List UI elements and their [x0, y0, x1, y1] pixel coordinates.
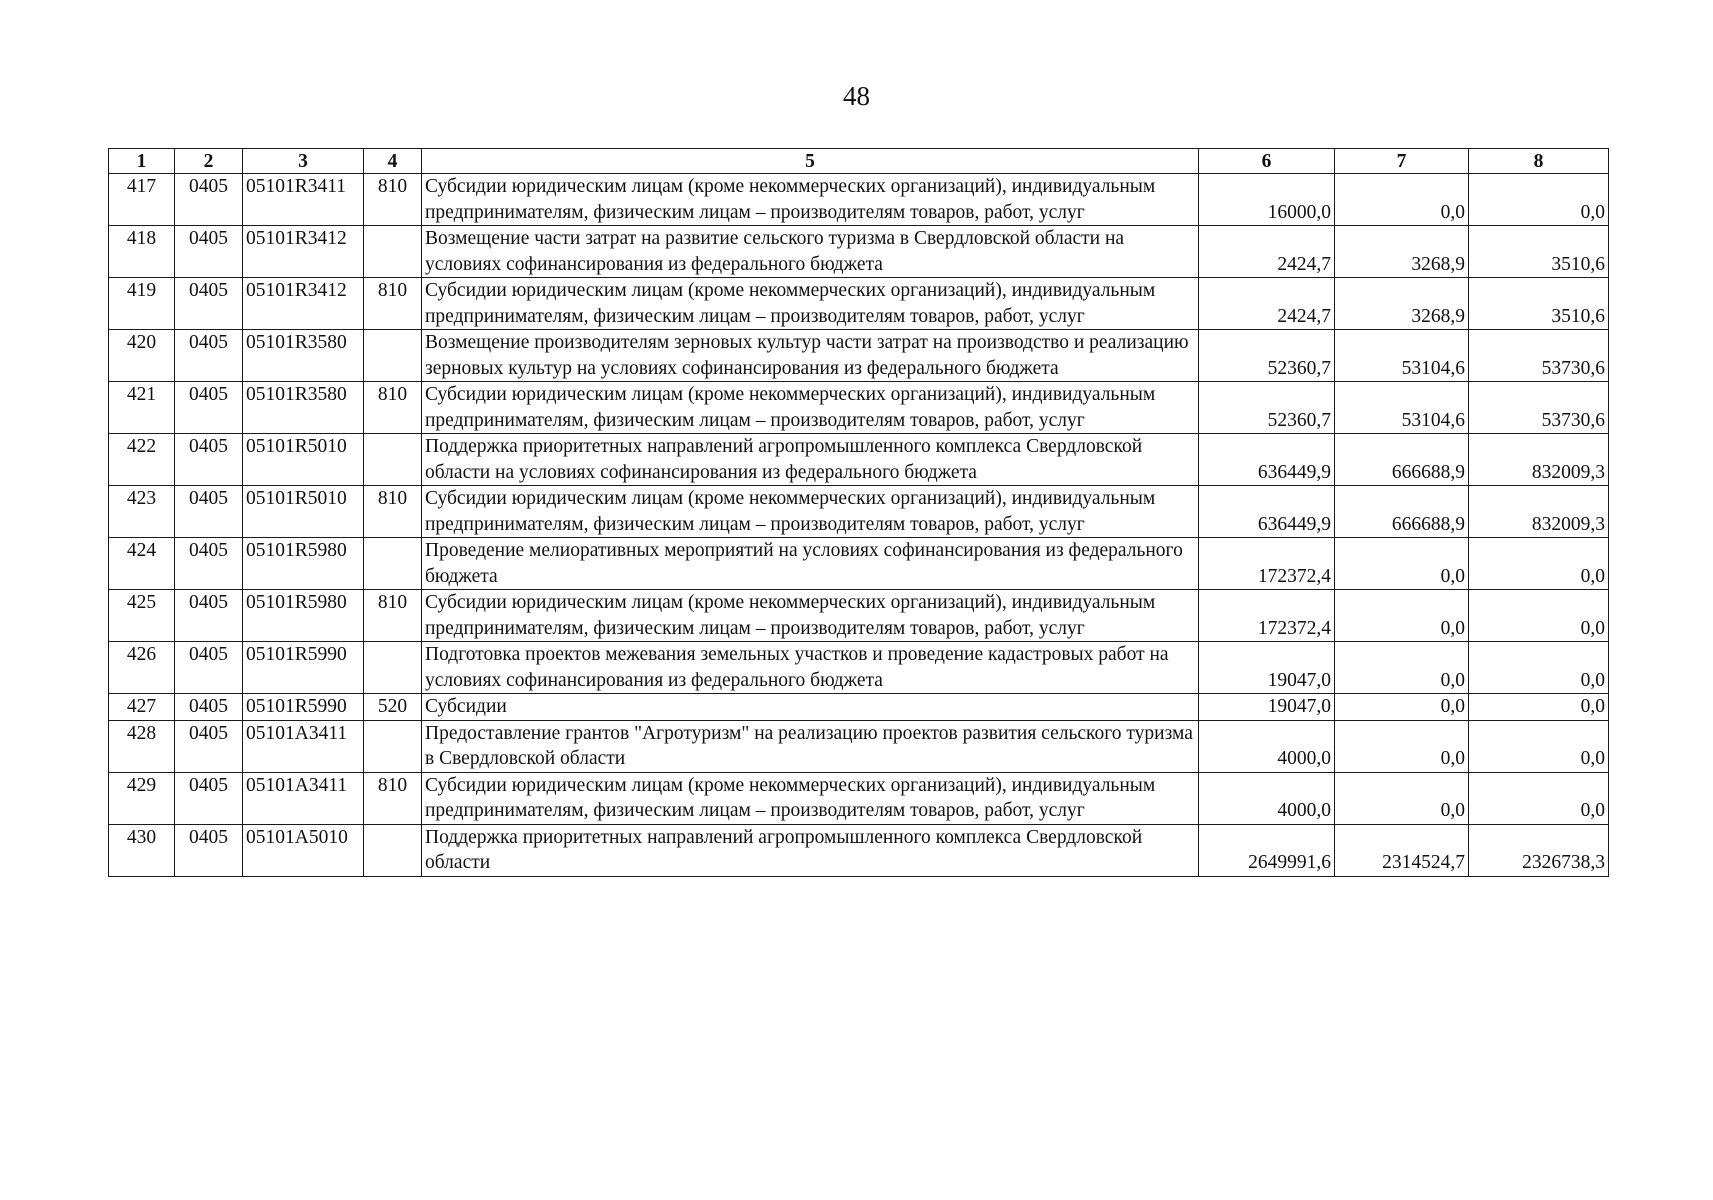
amount-col-6: 16000,0	[1199, 174, 1335, 226]
section-code: 0405	[175, 642, 243, 694]
amount-col-6: 52360,7	[1199, 382, 1335, 434]
section-code: 0405	[175, 824, 243, 876]
table-row	[109, 694, 1609, 721]
amount-col-7: 53104,6	[1335, 382, 1469, 434]
section-code: 0405	[175, 174, 243, 226]
item-name: Субсидии юридическим лицам (кроме некоммерческих организаций), индивидуальным предпринимателям, физическим лицам – производителям товаров, работ, услуг	[422, 772, 1199, 824]
header-cell-8: 8	[1469, 149, 1609, 174]
target-article-code: 05101R5990	[243, 694, 364, 721]
amount-col-8: 832009,3	[1469, 486, 1609, 538]
table-row	[109, 226, 1609, 278]
header-cell-5: 5	[422, 149, 1199, 174]
item-name: Подготовка проектов межевания земельных участков и проведение кадастровых работ на условиях софинансирования из федерального бюджета	[422, 642, 1199, 694]
item-name: Субсидии юридическим лицам (кроме некоммерческих организаций), индивидуальным предпринимателям, физическим лицам – производителям товаров, работ, услуг	[422, 590, 1199, 642]
expense-type-code	[364, 824, 422, 876]
expense-type-code	[364, 434, 422, 486]
item-name: Субсидии юридическим лицам (кроме некоммерческих организаций), индивидуальным предпринимателям, физическим лицам – производителям товаров, работ, услуг	[422, 278, 1199, 330]
amount-col-7: 3268,9	[1335, 226, 1469, 278]
amount-col-6: 2424,7	[1199, 226, 1335, 278]
target-article-code: 05101R5010	[243, 434, 364, 486]
target-article-code: 05101А3411	[243, 772, 364, 824]
amount-col-8: 53730,6	[1469, 330, 1609, 382]
amount-col-6: 19047,0	[1199, 642, 1335, 694]
item-name: Субсидии юридическим лицам (кроме некоммерческих организаций), индивидуальным предпринимателям, физическим лицам – производителям товаров, работ, услуг	[422, 382, 1199, 434]
table-row	[109, 772, 1609, 824]
page-number: 48	[843, 81, 870, 111]
target-article-code: 05101А5010	[243, 824, 364, 876]
row-number: 425	[109, 590, 175, 642]
target-article-code: 05101R5980	[243, 590, 364, 642]
header-cell-2: 2	[175, 149, 243, 174]
amount-col-7: 0,0	[1335, 642, 1469, 694]
section-code: 0405	[175, 694, 243, 721]
section-code: 0405	[175, 590, 243, 642]
amount-col-8: 3510,6	[1469, 226, 1609, 278]
target-article-code: 05101R5010	[243, 486, 364, 538]
expense-type-code: 810	[364, 278, 422, 330]
table-row	[109, 538, 1609, 590]
section-code: 0405	[175, 226, 243, 278]
row-number: 429	[109, 772, 175, 824]
target-article-code: 05101R3411	[243, 174, 364, 226]
section-code: 0405	[175, 278, 243, 330]
item-name: Субсидии юридическим лицам (кроме некоммерческих организаций), индивидуальным предпринимателям, физическим лицам – производителям товаров, работ, услуг	[422, 486, 1199, 538]
target-article-code: 05101R5990	[243, 642, 364, 694]
expense-type-code: 810	[364, 590, 422, 642]
amount-col-7: 0,0	[1335, 174, 1469, 226]
target-article-code: 05101R3580	[243, 330, 364, 382]
amount-col-7: 53104,6	[1335, 330, 1469, 382]
amount-col-7: 2314524,7	[1335, 824, 1469, 876]
table-header	[109, 149, 1609, 174]
section-code: 0405	[175, 538, 243, 590]
row-number: 419	[109, 278, 175, 330]
section-code: 0405	[175, 486, 243, 538]
expense-type-code	[364, 642, 422, 694]
row-number: 428	[109, 720, 175, 772]
amount-col-8: 3510,6	[1469, 278, 1609, 330]
header-cell-7: 7	[1335, 149, 1469, 174]
amount-col-7: 0,0	[1335, 772, 1469, 824]
amount-col-6: 636449,9	[1199, 486, 1335, 538]
target-article-code: 05101R3412	[243, 226, 364, 278]
budget-table	[108, 148, 1609, 877]
expense-type-code: 810	[364, 486, 422, 538]
item-name: Субсидии	[422, 694, 1199, 721]
amount-col-8: 0,0	[1469, 772, 1609, 824]
amount-col-8: 0,0	[1469, 174, 1609, 226]
table-row	[109, 174, 1609, 226]
row-number: 427	[109, 694, 175, 721]
header-cell-1: 1	[109, 149, 175, 174]
amount-col-8: 0,0	[1469, 694, 1609, 721]
amount-col-7: 666688,9	[1335, 434, 1469, 486]
amount-col-8: 832009,3	[1469, 434, 1609, 486]
table-row	[109, 434, 1609, 486]
amount-col-7: 0,0	[1335, 694, 1469, 721]
table-row	[109, 382, 1609, 434]
row-number: 418	[109, 226, 175, 278]
item-name: Возмещение производителям зерновых культур части затрат на производство и реализацию зерновых культур на условиях софинансирования из федерального бюджета	[422, 330, 1199, 382]
amount-col-6: 172372,4	[1199, 590, 1335, 642]
table-row	[109, 824, 1609, 876]
section-code: 0405	[175, 382, 243, 434]
row-number: 430	[109, 824, 175, 876]
header-cell-3: 3	[243, 149, 364, 174]
section-code: 0405	[175, 434, 243, 486]
expense-type-code	[364, 538, 422, 590]
amount-col-6: 2424,7	[1199, 278, 1335, 330]
amount-col-7: 666688,9	[1335, 486, 1469, 538]
amount-col-6: 4000,0	[1199, 720, 1335, 772]
item-name: Возмещение части затрат на развитие сельского туризма в Свердловской области на условиях софинансирования из федерального бюджета	[422, 226, 1199, 278]
expense-type-code	[364, 330, 422, 382]
amount-col-8: 0,0	[1469, 538, 1609, 590]
table-row	[109, 642, 1609, 694]
table-row	[109, 278, 1609, 330]
expense-type-code: 810	[364, 174, 422, 226]
amount-col-7: 0,0	[1335, 538, 1469, 590]
target-article-code: 05101R3412	[243, 278, 364, 330]
amount-col-7: 0,0	[1335, 590, 1469, 642]
item-name: Проведение мелиоративных мероприятий на условиях софинансирования из федерального бюджета	[422, 538, 1199, 590]
amount-col-6: 172372,4	[1199, 538, 1335, 590]
amount-col-7: 3268,9	[1335, 278, 1469, 330]
target-article-code: 05101R5980	[243, 538, 364, 590]
expense-type-code	[364, 226, 422, 278]
section-code: 0405	[175, 720, 243, 772]
item-name: Предоставление грантов "Агротуризм" на реализацию проектов развития сельского туризма в Свердловской области	[422, 720, 1199, 772]
item-name: Поддержка приоритетных направлений агропромышленного комплекса Свердловской области на условиях софинансирования из федерального бюджета	[422, 434, 1199, 486]
amount-col-8: 2326738,3	[1469, 824, 1609, 876]
table-row	[109, 330, 1609, 382]
item-name: Субсидии юридическим лицам (кроме некоммерческих организаций), индивидуальным предпринимателям, физическим лицам – производителям товаров, работ, услуг	[422, 174, 1199, 226]
table-row	[109, 590, 1609, 642]
target-article-code: 05101А3411	[243, 720, 364, 772]
table-row	[109, 486, 1609, 538]
row-number: 417	[109, 174, 175, 226]
row-number: 423	[109, 486, 175, 538]
amount-col-8: 0,0	[1469, 590, 1609, 642]
section-code: 0405	[175, 772, 243, 824]
expense-type-code: 520	[364, 694, 422, 721]
row-number: 422	[109, 434, 175, 486]
amount-col-6: 2649991,6	[1199, 824, 1335, 876]
table-body	[109, 174, 1609, 877]
amount-col-6: 636449,9	[1199, 434, 1335, 486]
table-row	[109, 720, 1609, 772]
expense-type-code: 810	[364, 772, 422, 824]
amount-col-7: 0,0	[1335, 720, 1469, 772]
amount-col-8: 0,0	[1469, 642, 1609, 694]
header-cell-4: 4	[364, 149, 422, 174]
item-name: Поддержка приоритетных направлений агропромышленного комплекса Свердловской области	[422, 824, 1199, 876]
amount-col-6: 52360,7	[1199, 330, 1335, 382]
row-number: 424	[109, 538, 175, 590]
target-article-code: 05101R3580	[243, 382, 364, 434]
amount-col-8: 0,0	[1469, 720, 1609, 772]
amount-col-6: 4000,0	[1199, 772, 1335, 824]
expense-type-code: 810	[364, 382, 422, 434]
section-code: 0405	[175, 330, 243, 382]
row-number: 421	[109, 382, 175, 434]
amount-col-8: 53730,6	[1469, 382, 1609, 434]
amount-col-6: 19047,0	[1199, 694, 1335, 721]
header-cell-6: 6	[1199, 149, 1335, 174]
row-number: 420	[109, 330, 175, 382]
expense-type-code	[364, 720, 422, 772]
header-row	[109, 149, 1609, 174]
row-number: 426	[109, 642, 175, 694]
